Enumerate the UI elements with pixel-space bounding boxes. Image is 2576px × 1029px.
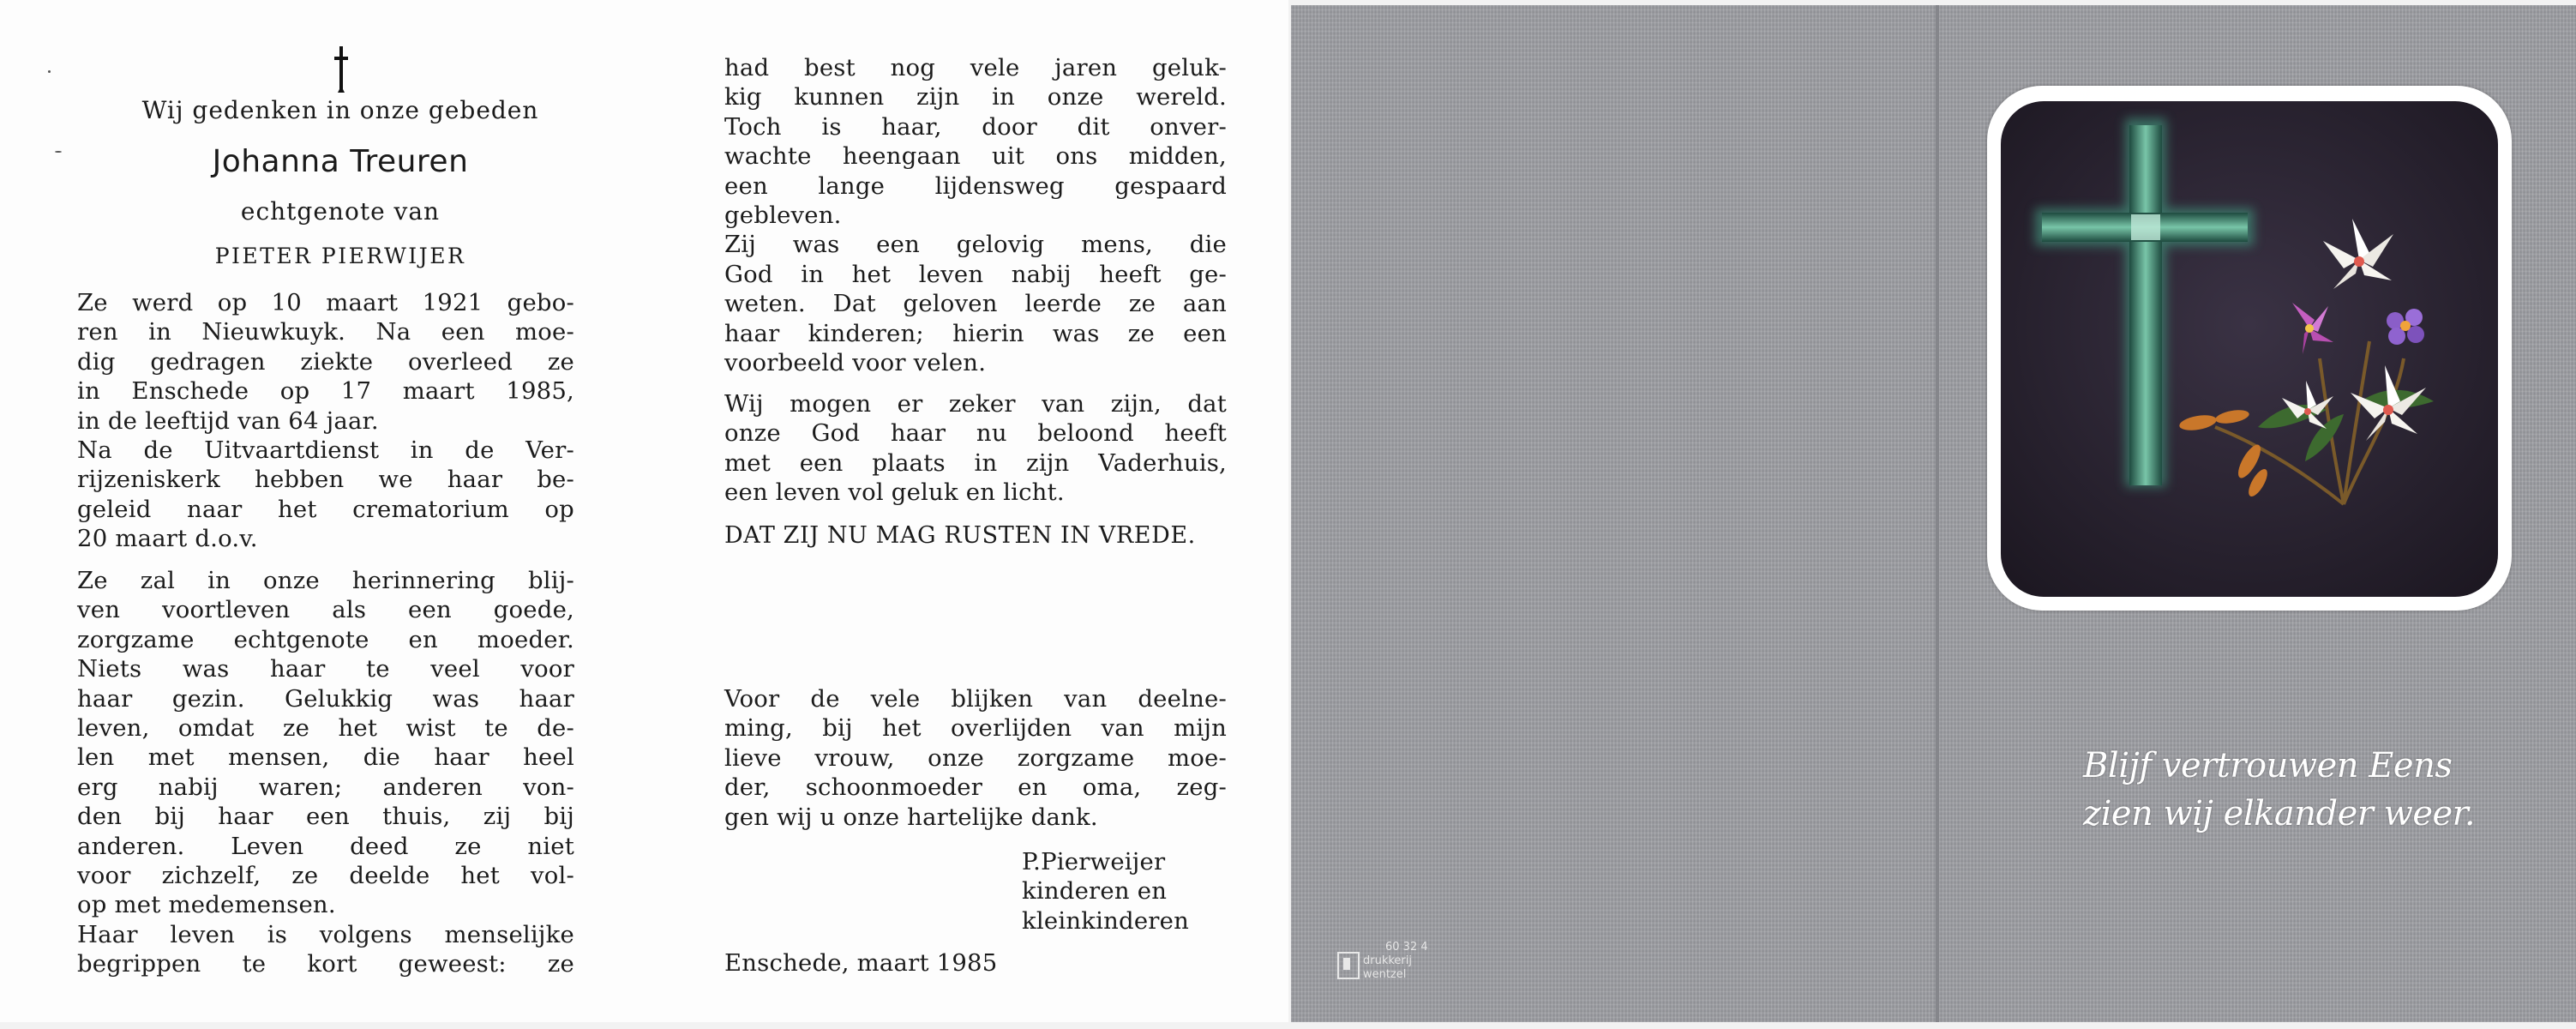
text-line: Niets was haar te veel voor (77, 655, 574, 683)
print-code: 60 32 4 (1385, 941, 1428, 954)
text-line: kig kunnen zijn in onze wereld. (724, 83, 1227, 111)
paper-speck (48, 70, 51, 73)
text-line: op met medemensen. (77, 891, 336, 919)
text-line: erg nabij waren; anderen von- (77, 773, 574, 801)
printer-mark (1337, 942, 1509, 984)
text-line: den bij haar een thuis, zij bij (77, 803, 574, 831)
text-line: dig gedragen ziekte overleed ze (77, 347, 574, 376)
text-line: ren in Nieuwkuyk. Na een moe- (77, 318, 574, 346)
text-line: een leven vol geluk en licht. (724, 478, 1065, 507)
motto-line-1: Blijf vertrouwen Eens (2083, 746, 2453, 785)
text-line: ming, bij het overlijden van mijn (724, 714, 1227, 743)
back-cover-panel (1291, 5, 1936, 1022)
text-line: voorbeeld voor velen. (724, 349, 987, 377)
text-line: haar gezin. Gelukkig was haar (77, 684, 574, 713)
paper-speck (55, 151, 62, 153)
text-line: met een plaats in zijn Vaderhuis, (724, 448, 1227, 477)
fold-line (1936, 5, 1939, 1022)
text-line: Zij was een gelovig mens, die (724, 231, 1227, 259)
text-line: begrippen te kort geweest: ze (77, 950, 574, 978)
text-line: Ze werd op 10 maart 1921 gebo- (77, 289, 574, 316)
cross-and-lilies-illustration (2001, 101, 2498, 597)
text-line: der, schoonmoeder en oma, zeg- (724, 773, 1227, 802)
cross-icon (333, 45, 350, 94)
signature-block (1022, 847, 1245, 936)
thanks-paragraph (724, 684, 1227, 832)
text-line: in Enschede op 17 maart 1985, (77, 377, 574, 406)
motto-line-2: zien wij elkander weer. (2083, 794, 2476, 833)
text-line: lieve vrouw, onze zorgzame moe- (724, 743, 1227, 772)
text-line: len met mensen, die haar heel (77, 743, 574, 772)
place-date: Enschede, maart 1985 (724, 949, 998, 977)
text-line: Toch is haar, door dit onver- (724, 112, 1227, 141)
spouse-name: PIETER PIERWIJER (214, 244, 466, 268)
text-line: een lange lijdensweg gespaard (724, 172, 1227, 200)
rest-in-peace-line: DAT ZIJ NU MAG RUSTEN IN VREDE. (724, 522, 1196, 549)
continuation-paragraph (724, 53, 1227, 377)
memory-paragraph (77, 566, 574, 979)
text-line: in de leeftijd van 64 jaar. (77, 406, 379, 435)
spouse-of-label: echtgenote van (240, 197, 441, 226)
text-line: wachte heengaan uit ons midden, (724, 142, 1227, 171)
signature-line: kleinkinderen (1022, 906, 1190, 935)
text-line: voor zichzelf, ze deelde het vol- (77, 862, 574, 890)
text-line: ven voortleven als een goede, (77, 596, 574, 624)
text-line: gebleven. (724, 202, 842, 230)
text-line: haar kinderen; hierin was ze een (724, 319, 1227, 347)
text-line: 20 maart d.o.v. (77, 525, 258, 553)
text-line: zorgzame echtgenote en moeder. (77, 625, 574, 653)
faith-paragraph (724, 389, 1227, 508)
biography-paragraph (77, 288, 574, 554)
printer-logo-icon (1337, 952, 1360, 979)
text-line: Na de Uitvaartdienst in de Ver- (77, 436, 574, 465)
text-line: weten. Dat geloven leerde ze aan (724, 290, 1227, 318)
text-line: anderen. Leven deed ze niet (77, 832, 574, 860)
signature-line: kinderen en (1022, 877, 1168, 906)
signature-line: P.Pierweijer (1022, 848, 1166, 876)
text-line: geleid naar het crematorium op (77, 495, 574, 523)
text-line: had best nog vele jaren geluk- (724, 54, 1227, 81)
text-line: Haar leven is volgens menselijke (77, 920, 574, 948)
deceased-name: Johanna Treuren (212, 144, 469, 179)
text-line: onze God haar nu beloond heeft (724, 419, 1227, 448)
cross-and-lilies-picture (2001, 101, 2498, 597)
text-line: Wij mogen er zeker van zijn, dat (724, 390, 1227, 418)
text-line: leven, omdat ze het wist te de- (77, 714, 574, 743)
text-line: Ze zal in onze herinnering blij- (77, 567, 574, 594)
text-line: God in het leven nabij heeft ge- (724, 260, 1227, 288)
text-line: rijzeniskerk hebben we haar be- (77, 466, 574, 494)
printer-name-2: wentzel (1363, 968, 1407, 981)
text-line: gen wij u onze hartelijke dank. (724, 803, 1098, 831)
printer-name: drukkerij (1363, 954, 1412, 967)
text-line: Voor de vele blijken van deelne- (724, 685, 1227, 713)
memorial-heading: Wij gedenken in onze gebeden (141, 96, 539, 124)
